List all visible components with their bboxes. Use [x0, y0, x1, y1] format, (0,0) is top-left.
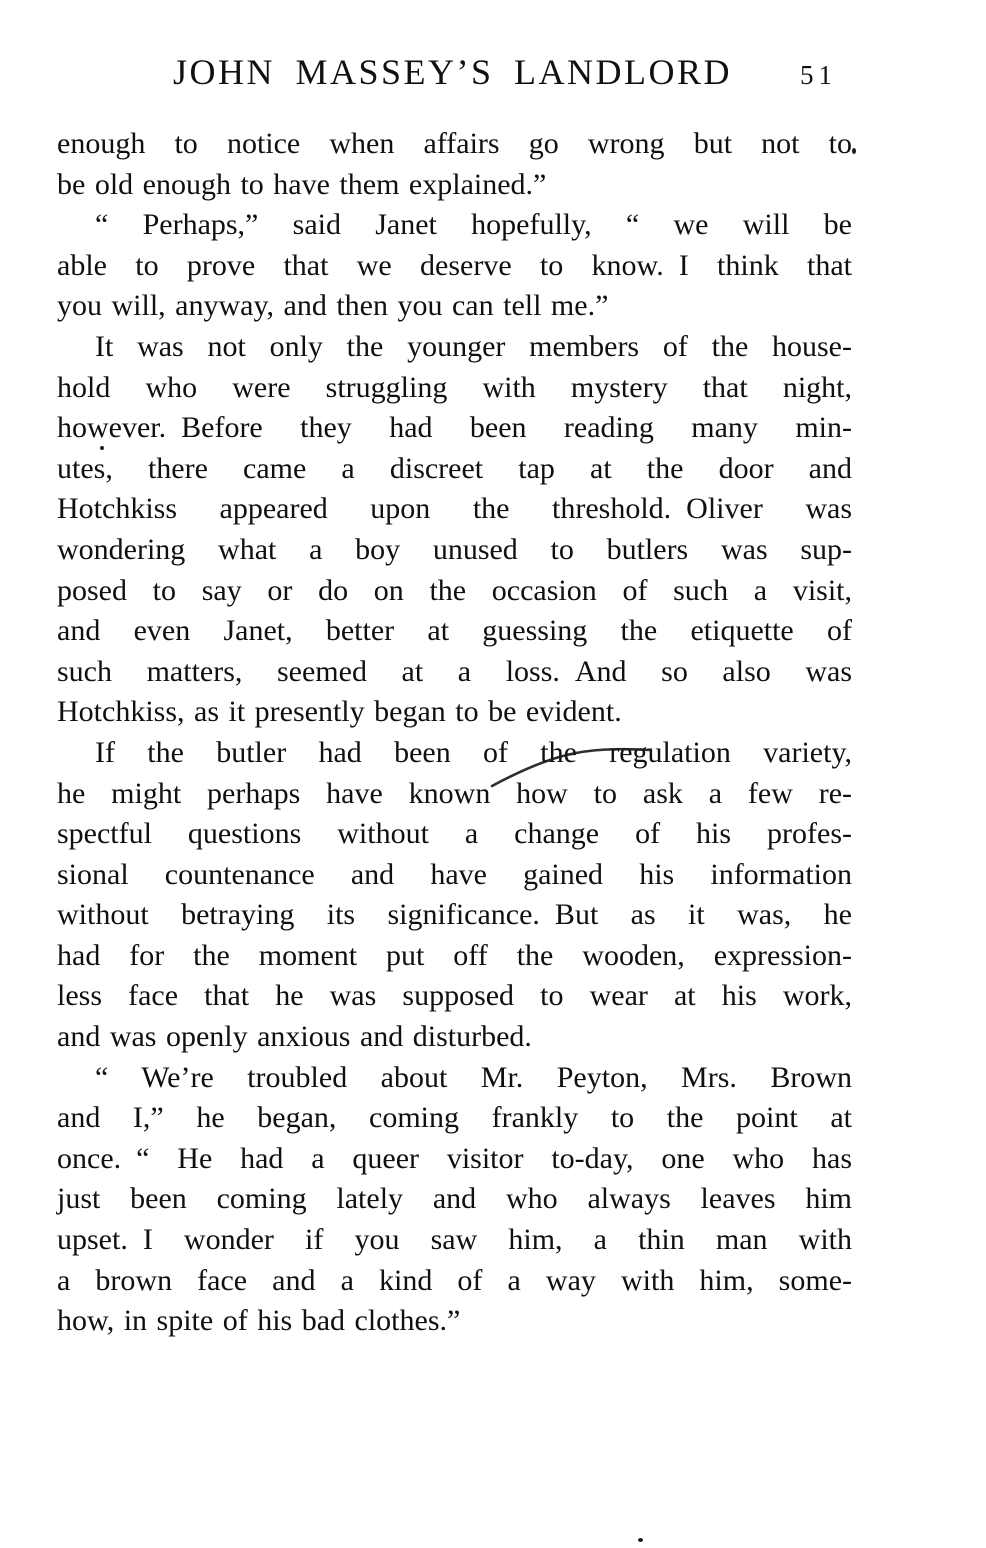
ink-speck	[638, 1538, 643, 1542]
text-line: posed to say or do on the occasion of such a visit,	[57, 573, 852, 607]
text-line: he might perhaps have known how to ask a few re-	[57, 776, 852, 810]
text-line: “ We’re troubled about Mr. Peyton, Mrs. Brown	[95, 1060, 852, 1094]
text-line: wondering what a boy unused to butlers was sup-	[57, 532, 852, 566]
text-line: you will, anyway, and then you can tell me.”	[57, 289, 609, 323]
text-line: “ Perhaps,” said Janet hopefully, “ we will be	[95, 208, 852, 242]
text-line: once. “ He had a queer visitor to-day, one who has	[57, 1141, 852, 1175]
text-line: hold who were struggling with mystery that night,	[57, 370, 852, 404]
text-line: and even Janet, better at guessing the etiquette of	[57, 614, 852, 648]
text-line: able to prove that we deserve to know. I think that	[57, 248, 852, 282]
ink-speck	[100, 446, 104, 450]
text-line: If the butler had been of the regulation variety,	[95, 735, 852, 769]
text-line: It was not only the younger members of the house-	[95, 329, 852, 363]
text-line: such matters, seemed at a loss. And so also was	[57, 654, 852, 688]
text-line: less face that he was supposed to wear at his work,	[57, 979, 852, 1013]
text-line: be old enough to have them explained.”	[57, 167, 547, 201]
text-line: Hotchkiss appeared upon the threshold. Oliver was	[57, 492, 852, 526]
text-line: and was openly anxious and disturbed.	[57, 1020, 532, 1054]
text-line: enough to notice when affairs go wrong but not to	[57, 127, 852, 160]
text-line: spectful questions without a change of his profes-	[57, 817, 852, 851]
text-line: just been coming lately and who always leaves him	[57, 1182, 852, 1216]
text-line: however. Before they had been reading many min-	[57, 411, 852, 445]
running-header	[0, 50, 986, 96]
text-line: had for the moment put off the wooden, expression-	[57, 938, 852, 972]
text-line: utes, there came a discreet tap at the door and	[57, 451, 852, 485]
ink-speck	[852, 148, 856, 154]
page-body	[57, 124, 852, 1342]
text-line: without betraying its significance. But as it was, he	[57, 898, 852, 932]
text-line: a brown face and a kind of a way with him, some-	[57, 1263, 852, 1297]
page-number: 51	[800, 60, 837, 90]
text-line: how, in spite of his bad clothes.”	[57, 1304, 461, 1338]
running-header-title: JOHN MASSEY’S LANDLORD	[173, 52, 733, 92]
text-line: sional countenance and have gained his information	[57, 857, 852, 891]
text-line: upset. I wonder if you saw him, a thin man with	[57, 1223, 852, 1257]
text-line: and I,” he began, coming frankly to the point at	[57, 1101, 852, 1135]
text-line: Hotchkiss, as it presently began to be evident.	[57, 695, 622, 729]
